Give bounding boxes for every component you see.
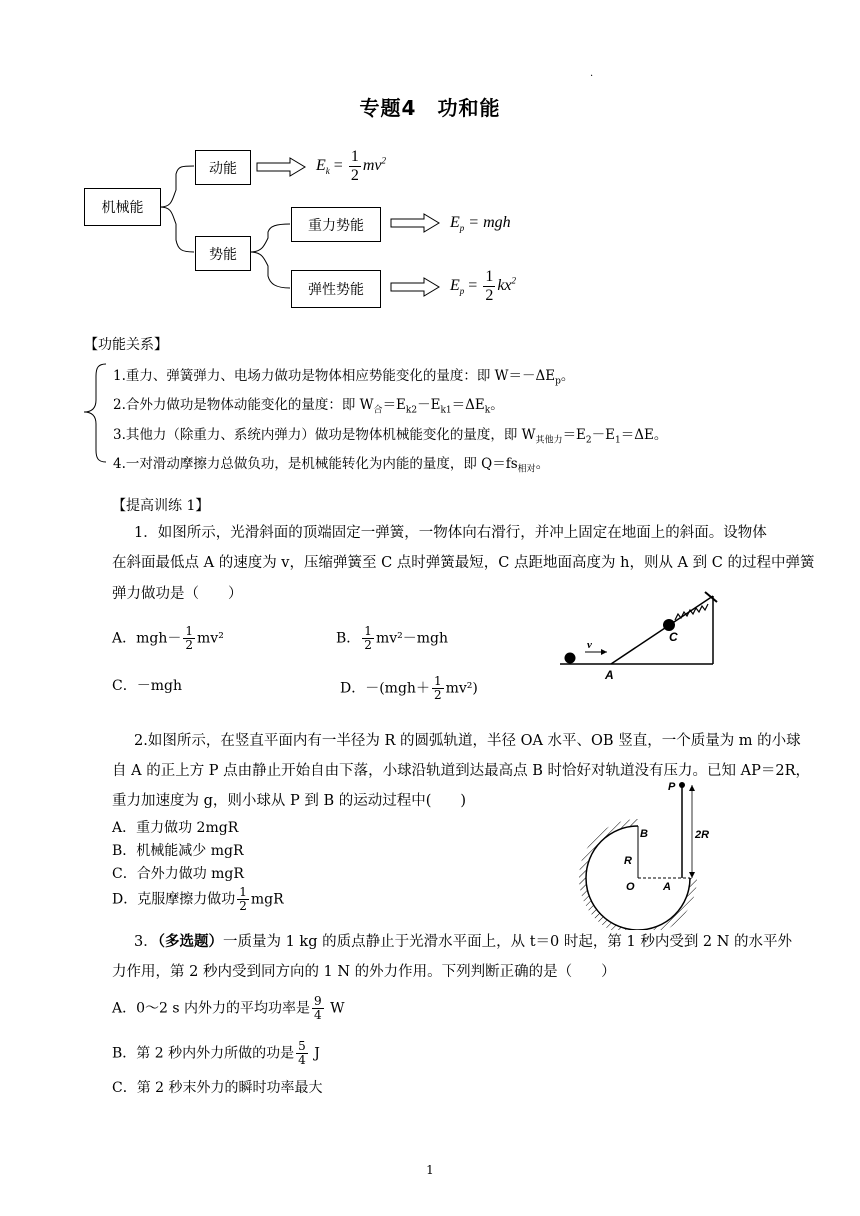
q2-fig-label-b: B [640,828,648,840]
q3-line-2: 力作用，第 2 秒内受到同方向的 1 N 的外力作用。下列判断正确的是（ ） [112,964,616,980]
q3-line-1: 3．（多选题）一质量为 1 kg 的质点静止于光滑水平面上，从 t＝0 时起，第 1 秒内受到 2 N 的水平外 [134,933,793,950]
q1-fig-label-v: v [587,639,592,651]
mechanical-energy-box [84,188,161,226]
training-heading: 【提高训练 1】 [112,498,210,514]
header-dot: . [590,68,594,79]
relation-item-1: 1.重力、弹簧弹力、电场力做功是物体相应势能变化的量度：即 $W=-\Delta E_p$。 [113,368,575,387]
q2-fig-label-r: R [624,855,632,867]
q1-option-b: B． $\frac{1}{2}$ mv²－mgh [336,624,448,653]
mechanical-energy-label: 机械能 [101,200,144,216]
q1-fig-label-a: A [605,668,614,682]
elastic-pe-label: 弹性势能 [308,282,364,298]
q1-fig-label-c: C [669,630,678,644]
q2-option-d: D．克服摩擦力做功 $\frac{1}{2}$ mgR [112,885,284,914]
q2-fig-label-o: O [626,881,635,893]
q1-incline-figure [555,588,725,688]
q3-option-a: A．0～2 s 内外力的平均功率是 $\frac{9}{4}$ W [112,994,345,1023]
gravity-pe-box [291,207,381,242]
q3-option-c: C．第 2 秒末外力的瞬时功率最大 [112,1080,323,1096]
relations-brace [80,360,110,470]
elastic-pe-box [291,270,381,308]
page-number: 1 [426,1163,434,1177]
q2-fig-label-a: A [663,881,671,893]
q2-fig-label-p: P [668,781,676,793]
page-title: 专题4 功和能 [359,96,501,120]
relation-item-4: 4.一对滑动摩擦力总做负功，是机械能转化为内能的量度，即 $Q=fs_{相对}$。 [113,456,550,475]
q1-option-c: C．－mgh [112,678,182,694]
gravity-pe-formula: $E_p$ = mgh [450,214,511,234]
q3-option-b: B．第 2 秒内外力所做的功是 $\frac{5}{4}$ J [112,1039,320,1068]
q1-option-d: D．－(mgh＋ $\frac{1}{2}$ mv²) [340,674,478,703]
q2-line-3: 重力加速度为 g，则小球从 P 到 B 的运动过程中( ) [112,793,467,809]
kinetic-energy-formula: $E_k$ = $\frac{1}{2}$ $mv^2$ [316,148,386,184]
q2-arc-track-figure [570,780,730,930]
q1-line-2: 在斜面最低点 A 的速度为 v，压缩弹簧至 C 点时弹簧最短，C 点距地面高度为 h，则从 A 到 C 的过程中弹簧 [112,555,815,571]
kinetic-energy-box [195,150,251,185]
q1-line-3: 弹力做功是（ ） [112,586,243,602]
q1-line-1: 1．如图所示，光滑斜面的顶端固定一弹簧，一物体向右滑行，并冲上固定在地面上的斜面。设物体 [134,525,767,541]
q2-line-2: 自 A 的正上方 P 点由静止开始自由下落，小球沿轨道到达最高点 B 时恰好对轨道没有压力。已知 AP＝2R， [112,763,811,779]
q2-fig-label-2r: 2R [695,829,710,841]
relation-item-2: 2.合外力做功是物体动能变化的量度：即 $W_合=E_{k2}-E_{k1}=\Delta E_k$。 [113,397,504,416]
elastic-pe-formula: $E_p$ = $\frac{1}{2}$ $kx^2$ [450,268,517,304]
q2-option-a: A．重力做功 2mgR [112,820,239,836]
q2-option-c: C．合外力做功 mgR [112,866,244,882]
q1-option-a: A．mgh－ $\frac{1}{2}$ mv² [112,624,224,653]
q2-option-b: B．机械能减少 mgR [112,843,244,859]
potential-energy-label: 势能 [209,246,237,263]
q2-line-1: 2.如图所示，在竖直平面内有一半径为 R 的圆弧轨道，半径 OA 水平、OB 竖直，一个质量为 m 的小球 [134,733,801,749]
relation-item-3: 3.其他力（除重力、系统内弹力）做功是物体机械能变化的量度，即 $W_{其他力}=E_2-E_1=\Delta E$。 [113,427,668,446]
potential-energy-box [195,236,251,271]
gravity-pe-label: 重力势能 [308,217,364,234]
kinetic-energy-label: 动能 [209,160,237,177]
relations-heading: 【功能关系】 [84,337,168,353]
q3-multi-select-tag: （多选题） [157,933,223,950]
